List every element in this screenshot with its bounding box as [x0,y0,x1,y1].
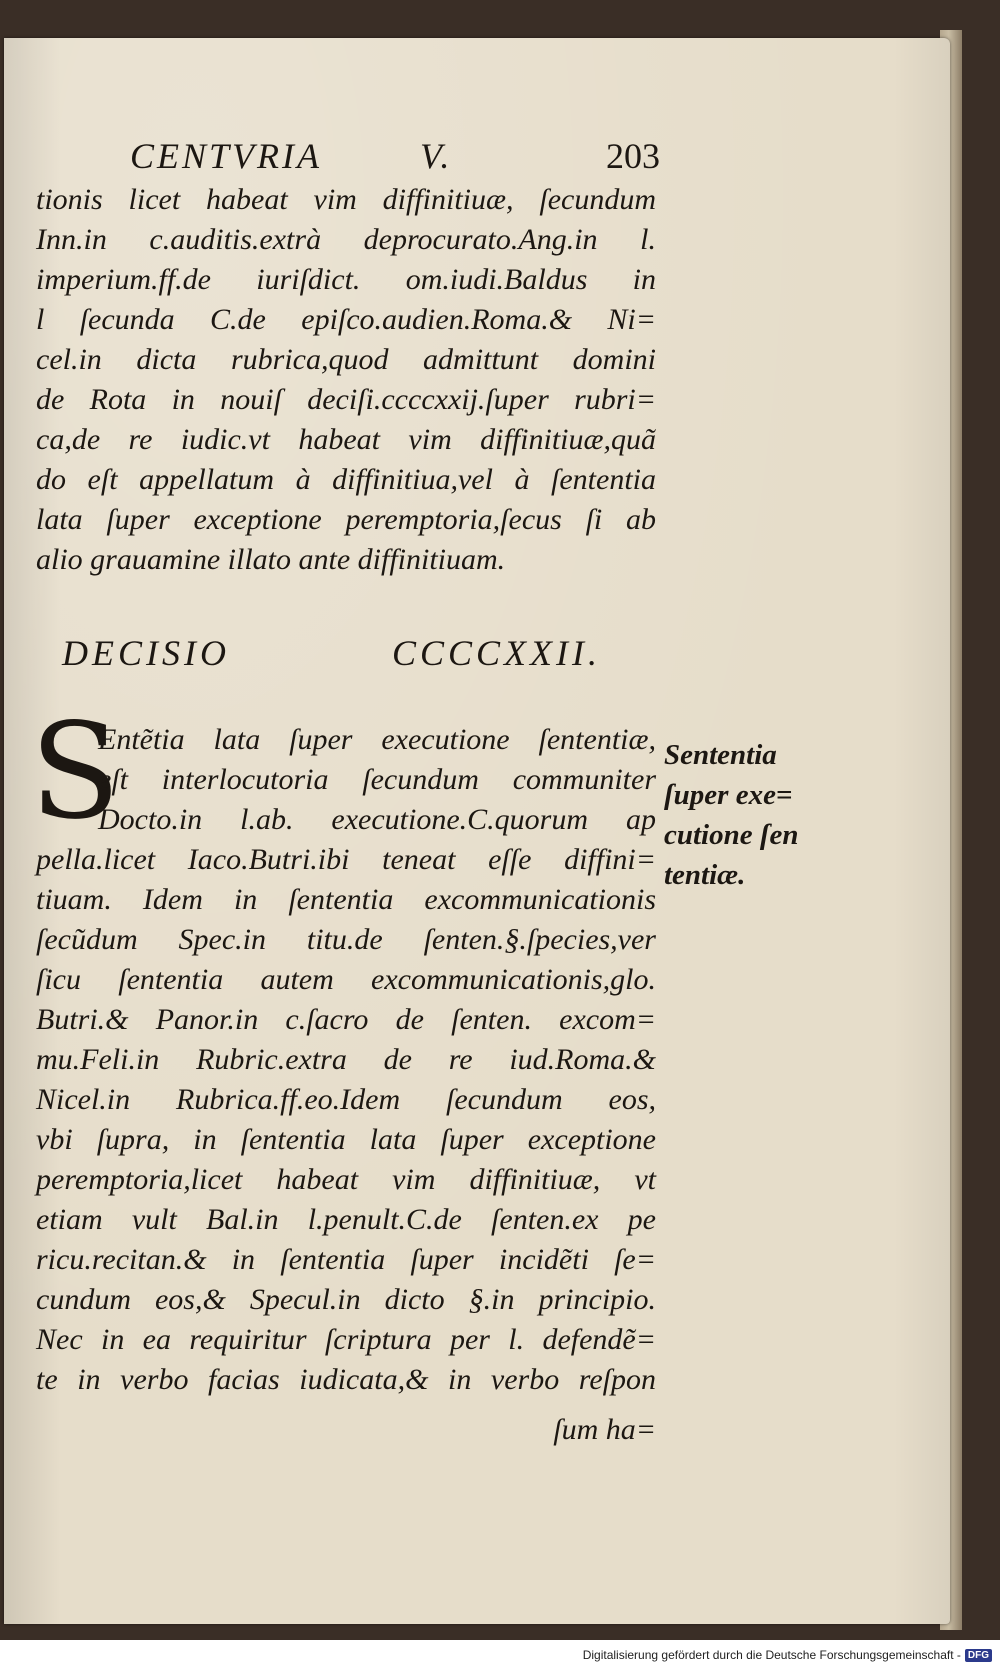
page-number: 203 [606,136,660,176]
catchword: ſum ha= [553,1413,656,1446]
text-line: ricu.recitan.& in ſententia ſuper incidẽti ſe= [36,1243,656,1276]
text-line: cel.in dicta rubrica,quod admittunt domini [36,343,656,376]
text-line: te in verbo facias iudicata,& in verbo reſpon [36,1363,656,1396]
decision-heading [62,632,622,676]
text-line: ca,de re iudic.vt habeat vim diffinitiuæ,quã [36,423,656,456]
digitization-credit [583,1646,992,1664]
marginal-note-line: Sententia [664,739,777,771]
text-line: Butri.& Panor.in c.ſacro de ſenten. excom= [36,1003,656,1036]
text-line: imperium.ff.de iuriſdict. om.iudi.Baldus in [36,263,656,296]
text-line: Inn.in c.auditis.extrà deprocurato.Ang.in l. [36,223,656,256]
text-line: Nec in ea requiritur ſcriptura per l. defendẽ= [36,1323,656,1356]
text-line: lata ſuper exceptione peremptoria,ſecus ſi ab [36,503,656,536]
marginal-note-line: cutione ſen [664,819,799,851]
text-line: etiam vult Bal.in l.penult.C.de ſenten.ex pe [36,1203,656,1236]
credit-text: Digitalisierung gefördert durch die Deutsche Forschungsgemeinschaft - [582,1648,961,1662]
drop-cap-initial: S [30,695,121,849]
text-line: ſecũdum Spec.in titu.de ſenten.§.ſpecies,ver [36,923,656,956]
text-line: do eſt appellatum à diffinitiua,vel à ſententia [36,463,656,496]
running-head-volume: V. [420,136,453,176]
text-line: Docto.in l.ab. executione.C.quorum ap [98,803,656,836]
text-line: Nicel.in Rubrica.ff.eo.Idem ſecundum eos, [36,1083,656,1116]
text-line: Entẽtia lata ſuper executione ſententiæ, [98,723,656,756]
text-line: tiuam. Idem in ſententia excommunicationis [36,883,656,916]
marginal-note-line: ſuper exe= [664,779,793,811]
text-line: mu.Feli.in Rubric.extra de re iud.Roma.& [36,1043,656,1076]
dfg-logo: DFG [965,1649,992,1662]
text-line: de Rota in nouiſ deciſi.ccccxxij.ſuper rubri= [36,383,656,416]
text-line: peremptoria,licet habeat vim diffinitiuæ, vt [36,1163,656,1196]
decision-heading-label: DECISIO [62,633,230,673]
text-line: cundum eos,& Specul.in dicto §.in principio. [36,1283,656,1316]
text-line: eſt interlocutoria ſecundum communiter [98,763,656,796]
text-line: pella.licet Iaco.Butri.ibi teneat eſſe diffini= [36,843,656,876]
text-line: vbi ſupra, in ſententia lata ſuper exceptione [36,1123,656,1156]
text-line: alio grauamine illato ante diffinitiuam. [36,543,506,576]
text-line: ſicu ſententia autem excommunicationis,glo. [36,963,656,996]
marginal-note-line: tentiæ. [664,859,746,891]
text-line: l ſecunda C.de epiſco.audien.Roma.& Ni= [36,303,656,336]
decision-heading-number: CCCCXXII. [392,633,602,673]
running-head-title: CENTVRIA [130,136,322,176]
running-head [130,135,660,177]
text-line: tionis licet habeat vim diffinitiuæ, ſecundum [36,183,656,216]
